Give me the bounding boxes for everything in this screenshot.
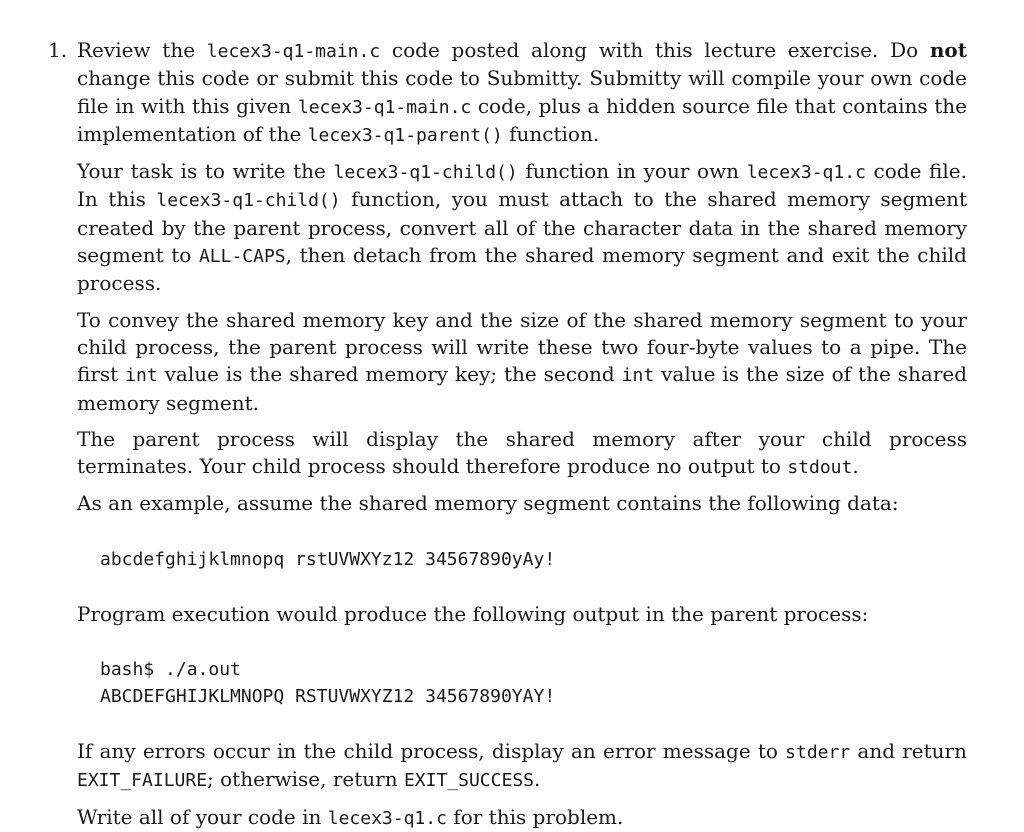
text-run: change this code or submit this code to Submitty. Submitty will compile your own code file in with this given xyxy=(77,66,967,118)
text-run: The parent process will display the shared memory after your child process terminates. Your child process should therefore produce no output to xyxy=(77,426,967,479)
code-term: ALL-CAPS xyxy=(198,246,286,268)
paragraph-review-main-code xyxy=(77,37,967,149)
code-block-program-output xyxy=(100,656,1024,710)
code-type: int xyxy=(621,365,655,387)
text-run: function. xyxy=(502,121,600,146)
paragraph-error-handling xyxy=(77,738,967,795)
code-function-name: lecex3-q1-child() xyxy=(333,162,518,184)
code-line: bash$ ./a.out xyxy=(100,659,241,681)
text-run: function in your own xyxy=(517,159,747,184)
code-stream: stderr xyxy=(785,742,851,764)
text-run: for this problem. xyxy=(446,804,624,829)
text-run: , then detach from the shared memory segment and exit the child process. xyxy=(77,243,967,296)
code-constant: EXIT_SUCCESS xyxy=(403,770,534,792)
text-run: function, you must attach to the shared memory segment created by the parent process, convert all of the character data in the shared memory segment to xyxy=(77,187,967,268)
text-run: and return xyxy=(850,739,967,764)
paragraph-task-description xyxy=(77,158,967,297)
text-run: ; otherwise, return xyxy=(207,767,404,792)
code-line: abcdefghijklmnopq rstUVWXYz12 34567890yAy! xyxy=(100,548,556,570)
text-run: To convey the shared memory key and the size of the shared memory segment to your child process, the parent process will write these two four-byte values to a pipe. The first xyxy=(77,307,967,387)
code-filename: lecex3-q1.c xyxy=(327,807,447,829)
bold-emphasis: not xyxy=(929,38,968,62)
code-block-example-data xyxy=(100,546,1024,573)
text-run: code, plus a hidden source file that contains the implementation of the xyxy=(77,93,967,146)
text-run: Your task is to write the xyxy=(77,159,334,184)
text-run: Write all of your code in xyxy=(77,804,328,829)
code-filename: lecex3-q1.c xyxy=(746,162,866,184)
text-run: value is the size of the shared memory segment. xyxy=(77,362,968,415)
list-item-number: 1. xyxy=(48,38,68,62)
text-run: As an example, assume the shared memory segment contains the following data: xyxy=(77,491,899,516)
code-filename: lecex3-q1-main.c xyxy=(297,96,472,118)
text-run: If any errors occur in the child process, display an error message to xyxy=(77,739,786,764)
paragraph-pipe-description xyxy=(77,307,967,417)
paragraph-example-intro xyxy=(77,490,967,517)
paragraph-output-note xyxy=(77,426,967,482)
paragraph-final-instruction xyxy=(77,804,967,832)
text-run: Program execution would produce the following output in the parent process: xyxy=(77,601,869,626)
code-filename: lecex3-q1-main.c xyxy=(206,41,381,62)
document-body xyxy=(0,37,1024,832)
text-run: code posted along with this lecture exercise. Do xyxy=(380,38,930,62)
code-type: int xyxy=(125,365,158,387)
code-line: ABCDEFGHIJKLMNOPQ RSTUVWXYZ12 34567890YAY! xyxy=(100,686,556,708)
text-run: code file. In this xyxy=(77,159,967,212)
text-run: . xyxy=(852,454,859,479)
code-constant: EXIT_FAILURE xyxy=(77,770,208,792)
code-stream: stdout xyxy=(787,457,853,479)
text-run: Review the xyxy=(77,38,207,62)
text-run: value is the shared memory key; the second xyxy=(157,362,622,387)
text-run: . xyxy=(534,767,541,792)
code-function-name: lecex3-q1-parent() xyxy=(307,124,503,146)
code-function-name: lecex3-q1-child() xyxy=(156,190,341,212)
paragraph-execution-intro xyxy=(77,601,967,628)
